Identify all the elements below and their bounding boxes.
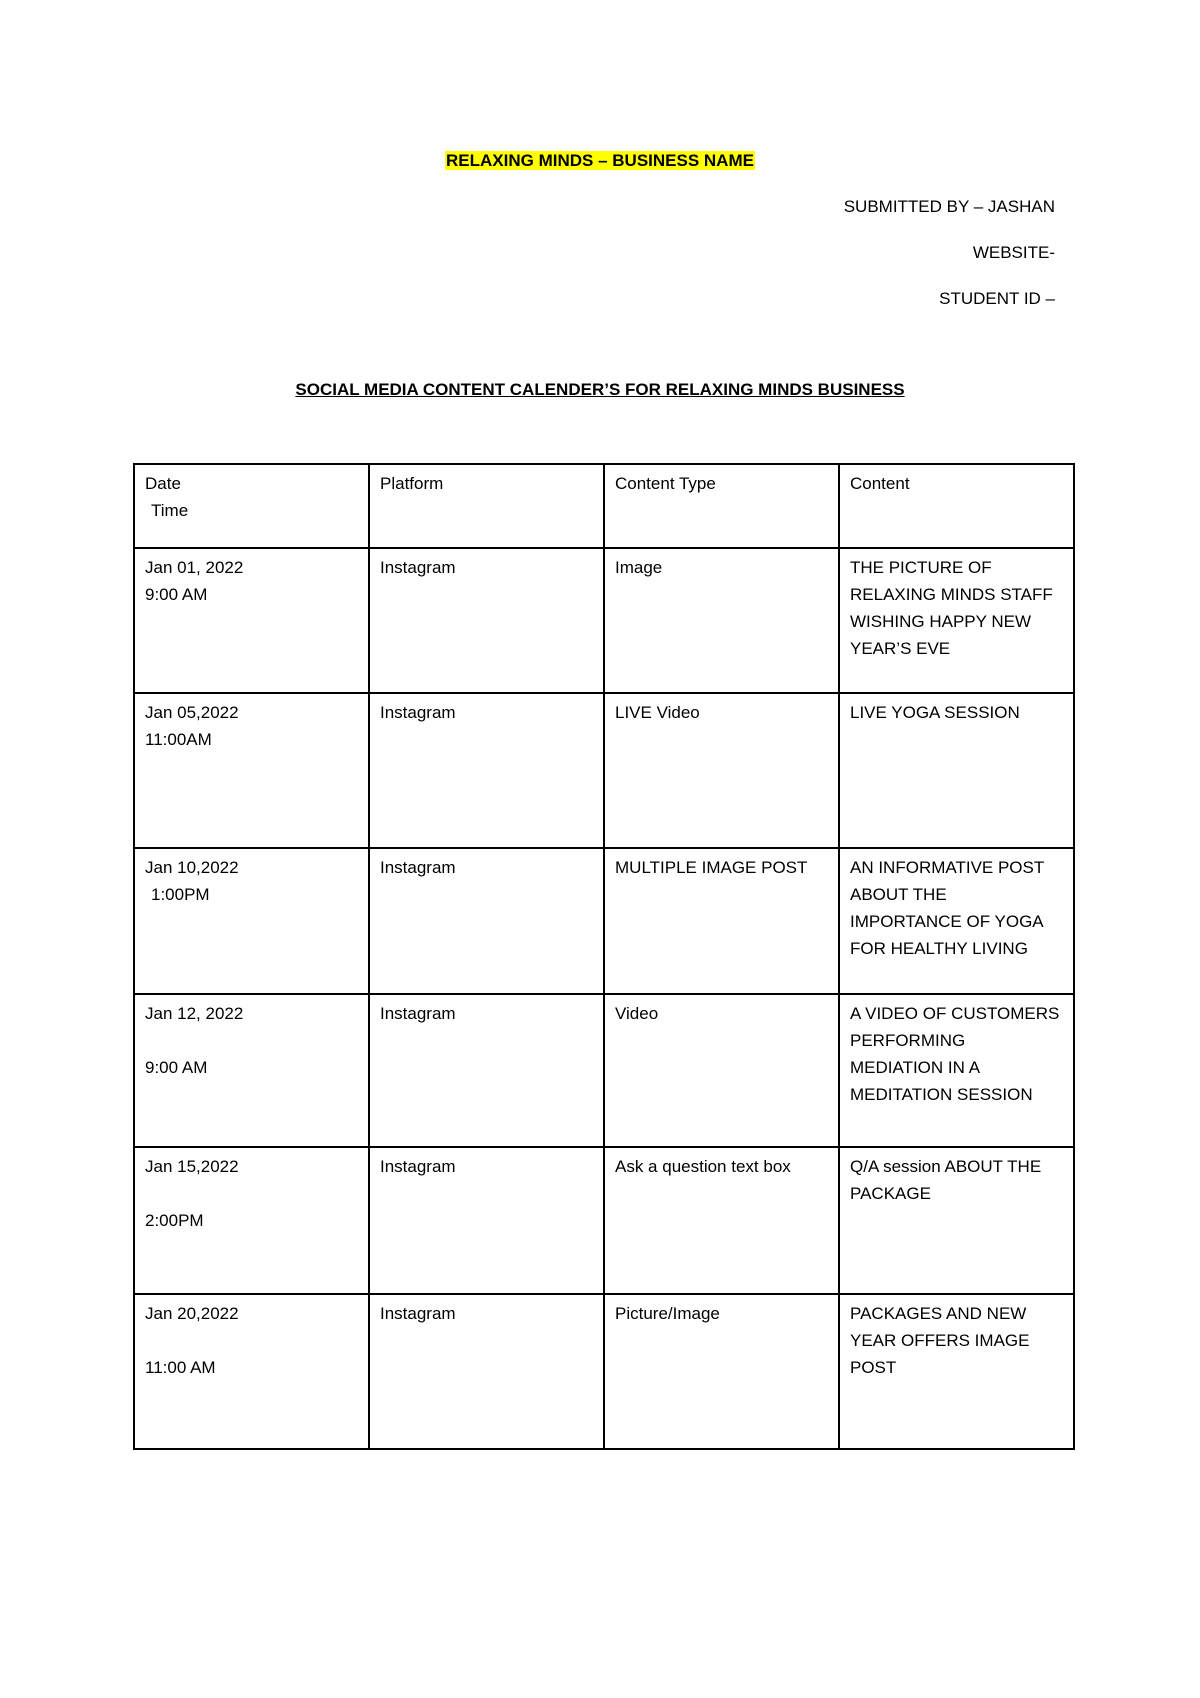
cell-date: Jan 05,2022	[145, 703, 239, 722]
cell-date-time	[134, 994, 369, 1147]
cell-date-time	[134, 848, 369, 994]
cell-content-type: LIVE Video	[604, 693, 839, 848]
header-date: Date	[145, 474, 181, 493]
table-header-row	[134, 464, 1074, 548]
cell-content: A VIDEO OF CUSTOMERS PERFORMING MEDIATION IN A MEDITATION SESSION	[839, 994, 1074, 1147]
calendar-heading: SOCIAL MEDIA CONTENT CALENDER’S FOR RELAXING MINDS BUSINESS	[295, 380, 905, 399]
cell-date: Jan 01, 2022	[145, 558, 244, 577]
header-date-time	[134, 464, 369, 548]
cell-content: LIVE YOGA SESSION	[839, 693, 1074, 848]
cell-content: THE PICTURE OF RELAXING MINDS STAFF WISHING HAPPY NEW YEAR’S EVE	[839, 548, 1074, 693]
table-row	[134, 848, 1074, 994]
table-row	[134, 693, 1074, 848]
cell-platform: Instagram	[369, 1294, 604, 1449]
business-title	[0, 150, 1200, 172]
submitted-by: SUBMITTED BY – JASHAN	[843, 197, 1055, 216]
table-row	[134, 1294, 1074, 1449]
header-content-type: Content Type	[604, 464, 839, 548]
cell-date: Jan 12, 2022	[145, 1004, 244, 1023]
cell-date-time	[134, 693, 369, 848]
cell-content-type: Video	[604, 994, 839, 1147]
cell-spacer	[145, 1027, 358, 1054]
cell-content-type: Picture/Image	[604, 1294, 839, 1449]
content-calendar-table	[133, 463, 1075, 1450]
cell-content: PACKAGES AND NEW YEAR OFFERS IMAGE POST	[839, 1294, 1074, 1449]
cell-content-type: Ask a question text box	[604, 1147, 839, 1294]
cell-platform: Instagram	[369, 1147, 604, 1294]
business-title-text: RELAXING MINDS – BUSINESS NAME	[446, 151, 754, 170]
cell-time: 2:00PM	[145, 1211, 204, 1230]
cell-time: 9:00 AM	[145, 585, 208, 604]
cell-platform: Instagram	[369, 994, 604, 1147]
cell-content-type: Image	[604, 548, 839, 693]
cell-date-time	[134, 1147, 369, 1294]
cell-content: AN INFORMATIVE POST ABOUT THE IMPORTANCE OF YOGA FOR HEALTHY LIVING	[839, 848, 1074, 994]
cell-platform: Instagram	[369, 693, 604, 848]
cell-time: 11:00 AM	[145, 1358, 216, 1377]
table-row	[134, 548, 1074, 693]
cell-spacer	[145, 1327, 358, 1354]
cell-time: 11:00AM	[145, 730, 212, 749]
cell-platform: Instagram	[369, 848, 604, 994]
cell-date: Jan 20,2022	[145, 1304, 239, 1323]
cell-content: Q/A session ABOUT THE PACKAGE	[839, 1147, 1074, 1294]
cell-platform: Instagram	[369, 548, 604, 693]
cell-spacer	[145, 1180, 358, 1207]
cell-time: 9:00 AM	[145, 1058, 208, 1077]
header-time: Time	[151, 501, 189, 520]
table-row	[134, 1147, 1074, 1294]
cell-date: Jan 15,2022	[145, 1157, 239, 1176]
cell-time: 1:00PM	[151, 885, 210, 904]
student-id-label: STUDENT ID –	[939, 289, 1055, 308]
cell-content-type: MULTIPLE IMAGE POST	[604, 848, 839, 994]
cell-date-time	[134, 548, 369, 693]
header-content: Content	[839, 464, 1074, 548]
cell-date: Jan 10,2022	[145, 858, 239, 877]
website-label: WEBSITE-	[972, 243, 1055, 262]
header-platform: Platform	[369, 464, 604, 548]
table-row	[134, 994, 1074, 1147]
cell-date-time	[134, 1294, 369, 1449]
